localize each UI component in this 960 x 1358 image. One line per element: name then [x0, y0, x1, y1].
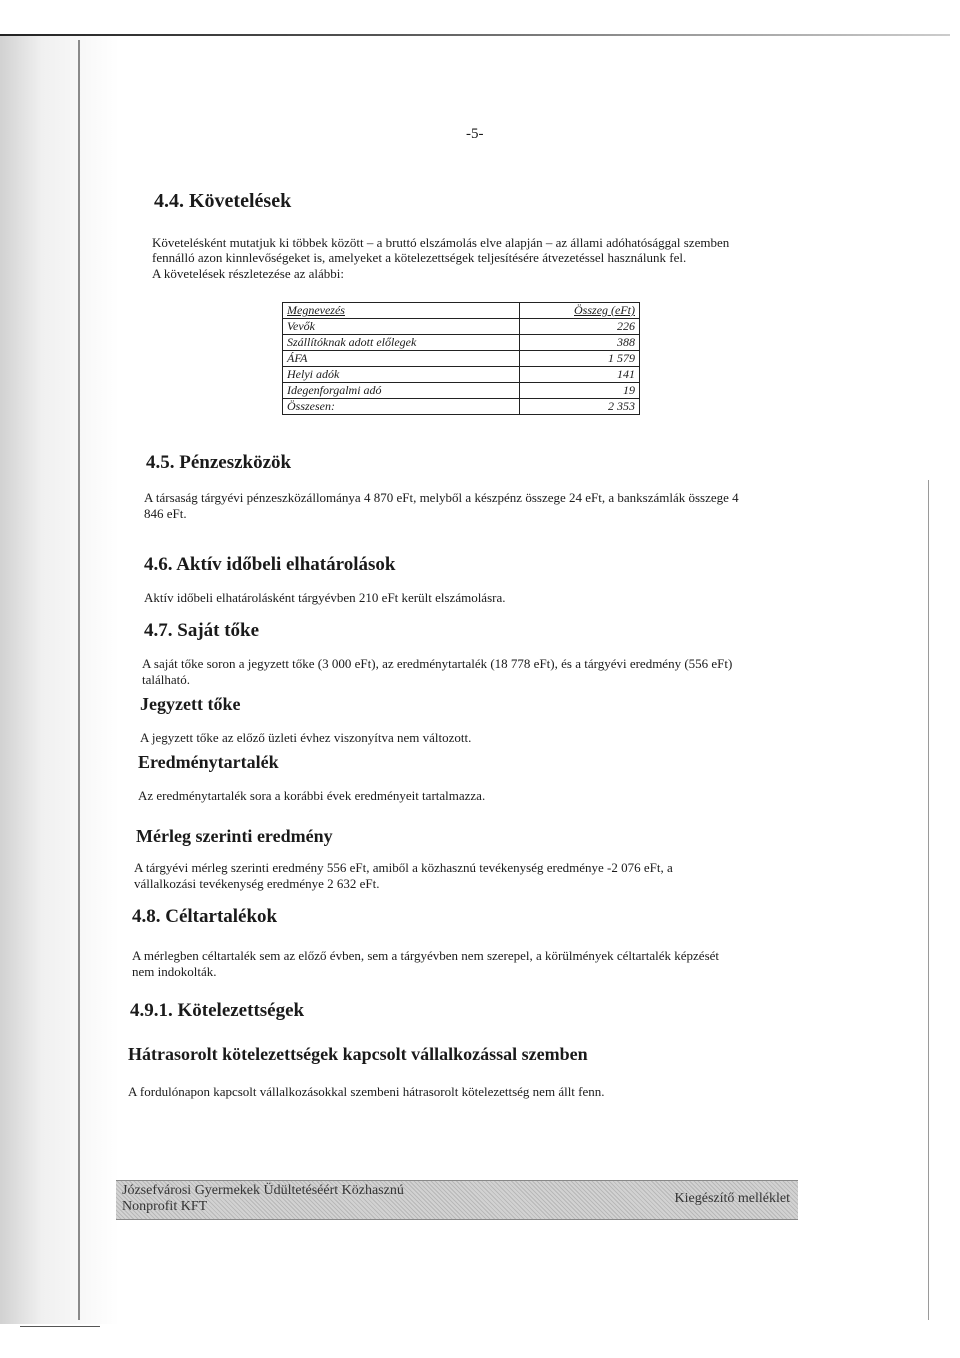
- para-eredmenytartalek-1: Az eredménytartalék sora a korábbi évek eredményeit tartalmazza.: [138, 788, 486, 803]
- row-label: Vevők: [283, 319, 520, 335]
- row-value: 141: [520, 367, 640, 383]
- para-merleg-2: vállalkozási tevékenység eredménye 2 632 eFt.: [134, 876, 380, 891]
- para-jegyzett-1: A jegyzett tőke az előző üzleti évhez viszonyítva nem változott.: [140, 730, 472, 745]
- footer-company-line-1: Józsefvárosi Gyermekek Üdültetéséért Közhasznú: [122, 1183, 404, 1198]
- heading-sajat: 4.7. Saját tőke: [144, 620, 260, 641]
- table-header-row: [283, 303, 640, 319]
- row-label: ÁFA: [283, 351, 520, 367]
- para-koveteles-2: fennálló azon kinnlevőségeket is, amelyeket a kötelezettségek teljesítésére átvezetéssel használunk fel.: [152, 250, 687, 265]
- heading-kotelezettseg: 4.9.1. Kötelezettségek: [130, 1000, 305, 1021]
- para-celtartalek-2: nem indokolták.: [132, 964, 217, 979]
- row-label: Helyi adók: [283, 367, 520, 383]
- heading-penzeszkozok: 4.5. Pénzeszközök: [146, 452, 292, 473]
- page-number: -5-: [466, 126, 484, 142]
- footer-doc-title: Kiegészítő melléklet: [674, 1191, 790, 1206]
- para-aktiv-1: Aktív időbeli elhatárolásként tárgyévben 210 eFt került elszámolásra.: [144, 590, 506, 605]
- table-row: [283, 383, 640, 399]
- heading-koveteles: 4.4. Követelések: [154, 190, 292, 212]
- heading-jegyzett: Jegyzett tőke: [140, 694, 241, 714]
- heading-merleg: Mérleg szerinti eredmény: [136, 826, 333, 846]
- row-label: Összesen:: [283, 399, 520, 415]
- table-row: [283, 351, 640, 367]
- row-value: 388: [520, 335, 640, 351]
- para-sajat-1: A saját tőke soron a jegyzett tőke (3 000 eFt), az eredménytartalék (18 778 eFt), és a tárgyévi eredmény (556 eFt): [142, 656, 733, 671]
- para-penzeszkozok-1: A társaság tárgyévi pénzeszközállománya 4 870 eFt, melyből a készpénz összege 24 eFt, a bankszámlák összege 4: [144, 490, 739, 505]
- row-value: 2 353: [520, 399, 640, 415]
- header-osszeg: Összeg (eFt): [520, 303, 640, 319]
- heading-celtartalek: 4.8. Céltartalékok: [132, 906, 278, 927]
- scan-right-rule: [928, 480, 929, 1320]
- row-value: 226: [520, 319, 640, 335]
- scan-shadow: [0, 34, 120, 1324]
- heading-aktiv: 4.6. Aktív időbeli elhatárolások: [144, 554, 396, 575]
- header-megnevezes: Megnevezés: [283, 303, 520, 319]
- table-row: [283, 367, 640, 383]
- para-koveteles-3: A követelések részletezése az alábbi:: [152, 266, 345, 281]
- footer-company-line-2: Nonprofit KFT: [122, 1199, 208, 1214]
- scan-left-rule: [78, 40, 80, 1320]
- heading-hatrasorolt: Hátrasorolt kötelezettségek kapcsolt vállalkozással szemben: [128, 1044, 588, 1064]
- row-label: Szállítóknak adott előlegek: [283, 335, 520, 351]
- scan-bottom-line: [20, 1326, 100, 1327]
- para-penzeszkozok-2: 846 eFt.: [144, 506, 187, 521]
- para-merleg-1: A tárgyévi mérleg szerinti eredmény 556 eFt, amiből a közhasznú tevékenység eredménye -2 076 eFt, a: [134, 860, 673, 875]
- receivables-table: [282, 302, 640, 415]
- footer-band: [116, 1180, 798, 1220]
- row-value: 1 579: [520, 351, 640, 367]
- table-row: [283, 335, 640, 351]
- scan-top-line: [0, 34, 950, 36]
- para-sajat-2: található.: [142, 672, 191, 687]
- table-row-total: [283, 399, 640, 415]
- para-hatrasorolt-1: A fordulónapon kapcsolt vállalkozásokkal szembeni hátrasorolt kötelezettség nem állt fenn.: [128, 1084, 605, 1099]
- heading-eredmenytartalek: Eredménytartalék: [138, 752, 279, 772]
- footer-company: [122, 1183, 404, 1215]
- para-celtartalek-1: A mérlegben céltartalék sem az előző évben, sem a tárgyévben nem szerepel, a körülmények céltartalék képzését: [132, 948, 720, 963]
- table-row: [283, 319, 640, 335]
- para-koveteles-1: Követelésként mutatjuk ki többek között – a bruttó elszámolás elve alapján – az állami adóhatósággal szemben: [152, 235, 730, 250]
- row-value: 19: [520, 383, 640, 399]
- row-label: Idegenforgalmi adó: [283, 383, 520, 399]
